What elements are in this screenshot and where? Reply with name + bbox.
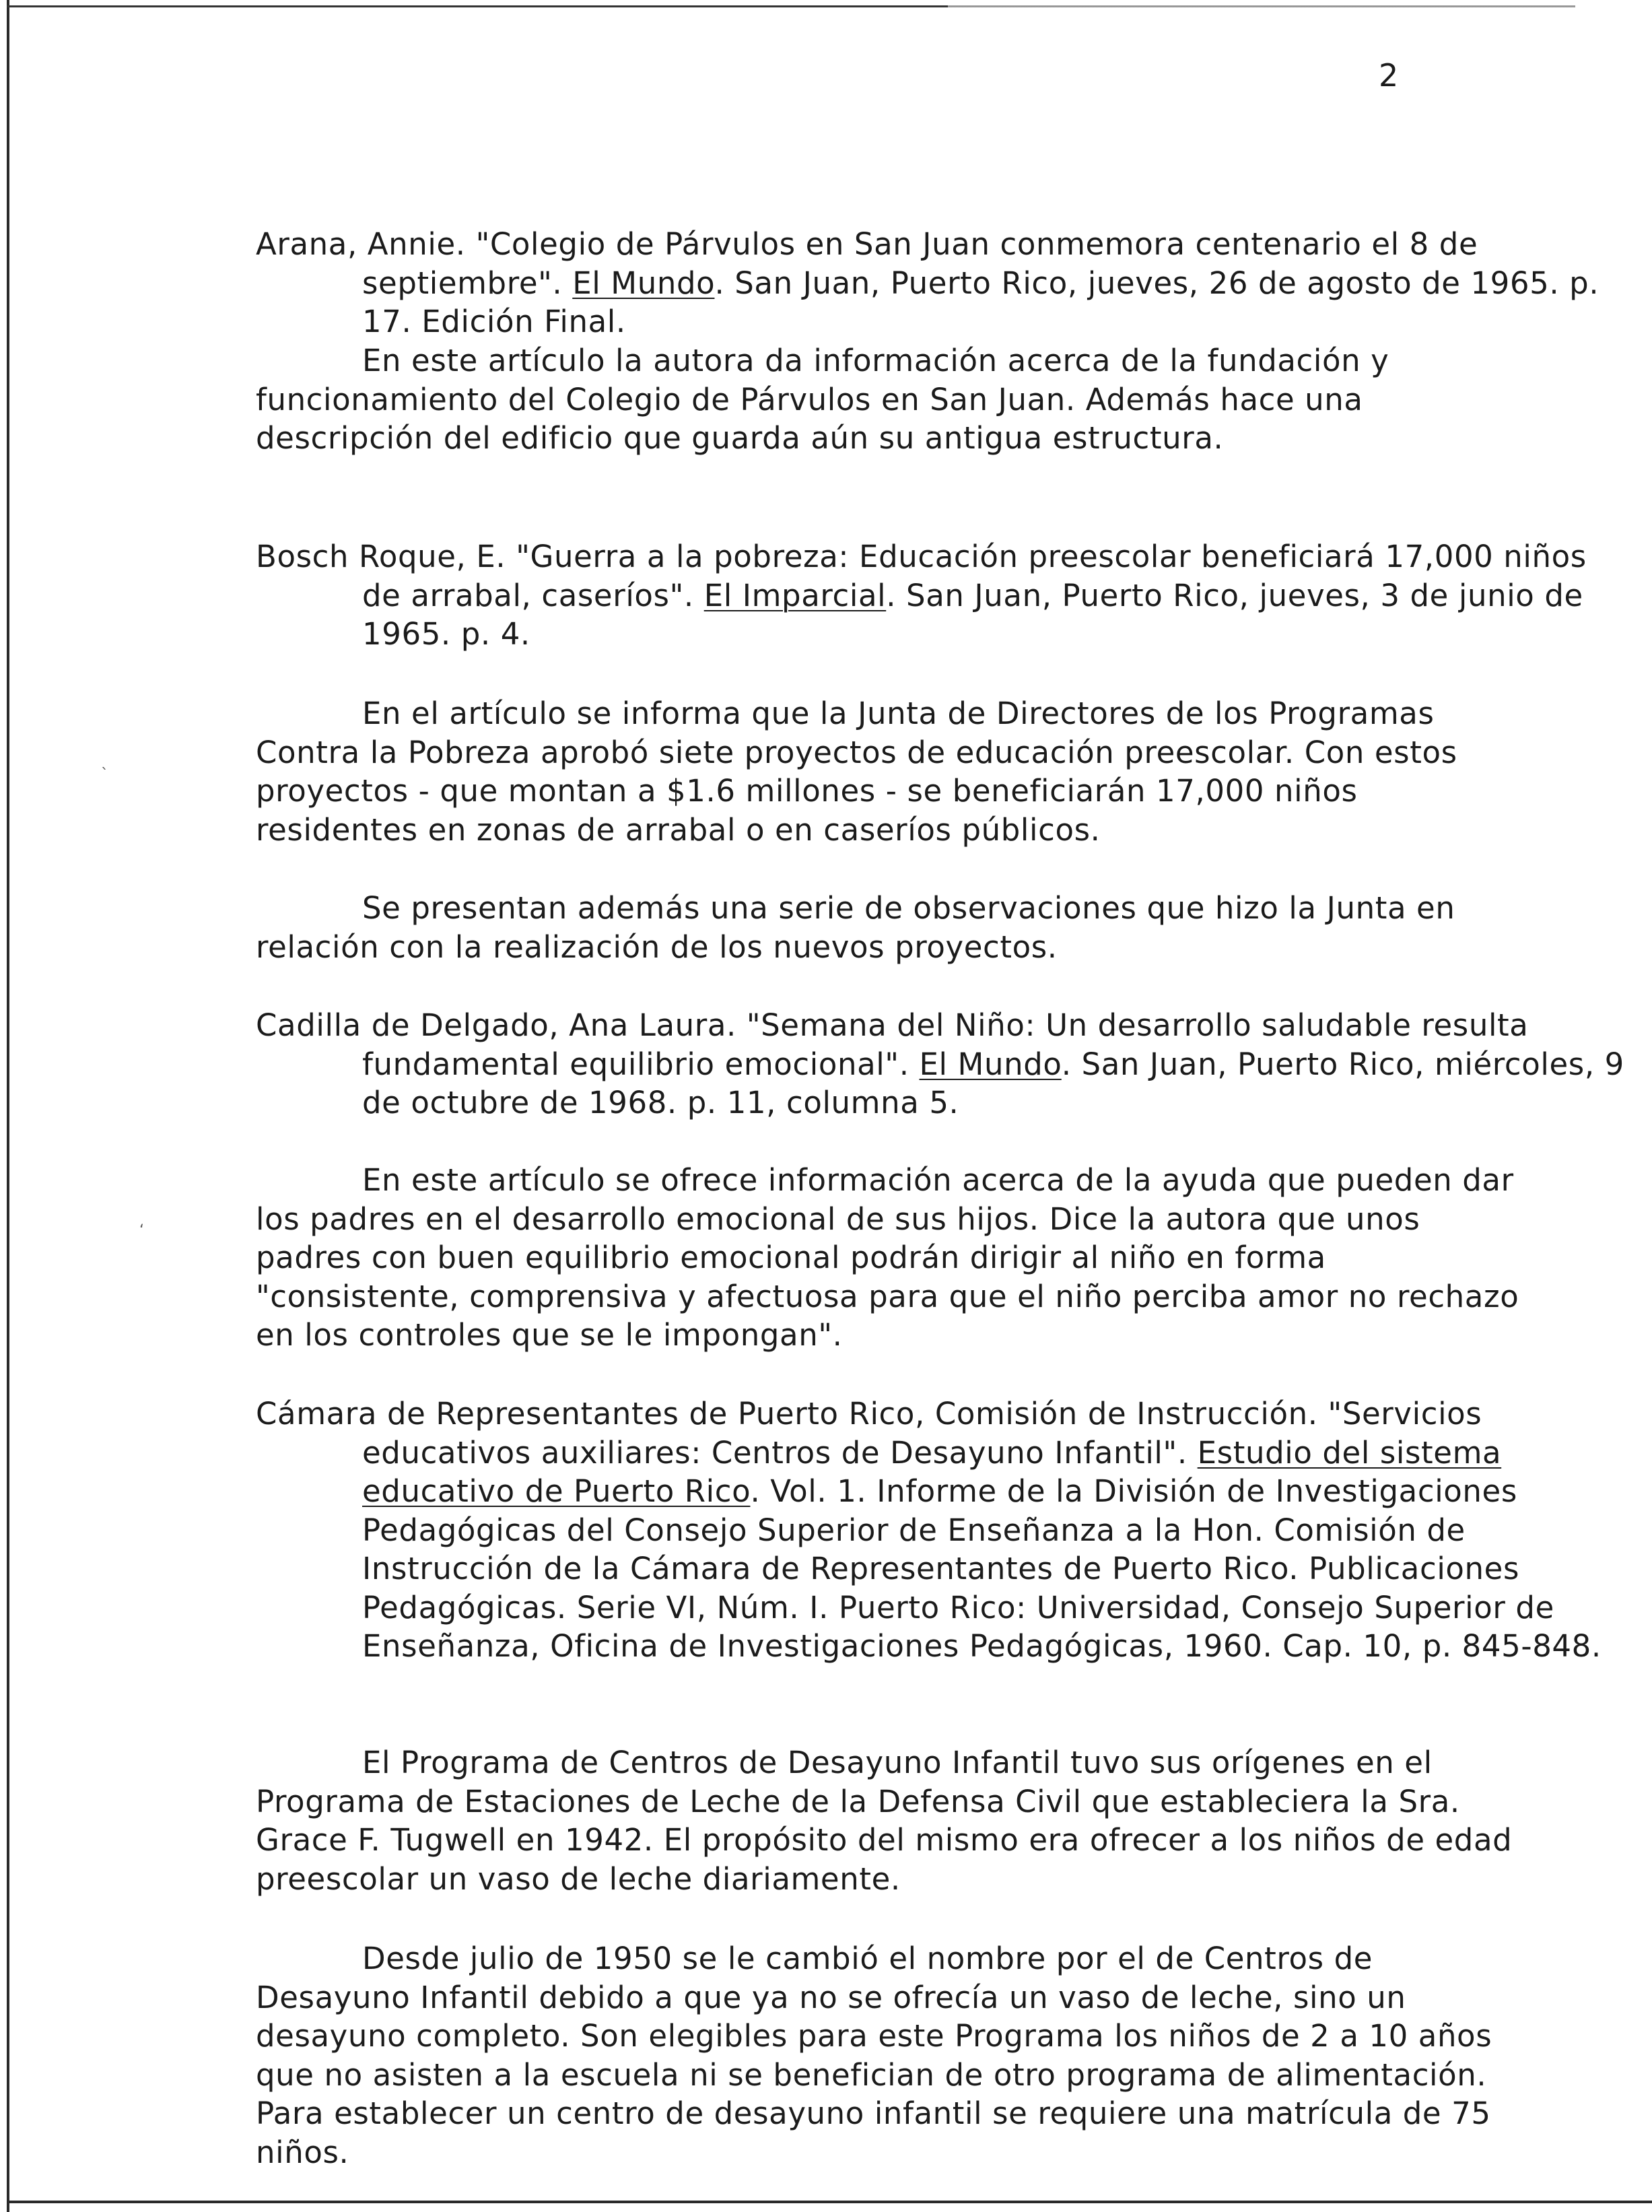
publication-title: El Mundo [919, 1046, 1062, 1082]
publication-title: El Mundo [572, 265, 715, 301]
publication-title: Estudio del sistema educativo de Puerto Rico [362, 1434, 1502, 1509]
summary-camara: El Programa de Centros de Desayuno Infantil tuvo sus orígenes en el Programa de Estaciones de Leche de la Defensa Civil que estableciera la Sra. Grace F. Tugwell en 1942. El propósito del mismo era ofrecer a los niños de edad preescolar un vaso de leche diariamente. [256, 1745, 1513, 1897]
citation-bosch-roque: Bosch Roque, E. "Guerra a la pobreza: Educación preescolar beneficiará 17,000 niños de arrabal, caseríos". El Imparcial. San Juan, Puerto Rico, jueves, 3 de junio de 1965. p. 4. [256, 539, 1587, 652]
summary-bosch-roque-2: Se presentan además una serie de observaciones que hizo la Junta en relación con la realización de los nuevos proyectos. [256, 890, 1455, 965]
page-edge-top [7, 5, 1575, 7]
publication-title: El Imparcial [703, 577, 887, 613]
citation-arana: Arana, Annie. "Colegio de Párvulos en San Juan conmemora centenario el 8 de septiembre". El Mundo. San Juan, Puerto Rico, jueves, 26 de agosto de 1965. p. 17. Edición Final. [256, 226, 1599, 339]
summary-camara-2: Desde julio de 1950 se le cambió el nombre por el de Centros de Desayuno Infantil debido a que ya no se ofrecía un vaso de leche, sino un desayuno completo. Son elegibles para este Programa los niños de 2 a 10 años que no asisten a la escuela ni se benefician de otro programa de alimentación. Para establecer un centro de desayuno infantil se requiere una matrícula de 75 niños. [256, 1941, 1492, 2170]
citation-cadilla: Cadilla de Delgado, Ana Laura. "Semana del Niño: Un desarrollo saludable resulta fundamental equilibrio emocional". El Mundo. San Juan, Puerto Rico, miércoles, 9 de octubre de 1968. p. 11, columna 5. [256, 1007, 1624, 1120]
scan-speck: ‘ [139, 1222, 144, 1239]
page-number: 2 [1379, 57, 1399, 94]
scan-speck: ` [101, 766, 108, 783]
summary-cadilla: En este artículo se ofrece información acerca de la ayuda que pueden dar los padres en el desarrollo emocional de sus hijos. Dice la autora que unos padres con buen equilibrio emocional podrán dirigir al niño en forma "consistente, comprensiva y afectuosa para que el niño perciba amor no rechazo en los controles que se le impongan". [256, 1162, 1519, 1353]
citation-camara: Cámara de Representantes de Puerto Rico, Comisión de Instrucción. "Servicios educativos auxiliares: Centros de Desayuno Infantil". Estudio del sistema educativo de Puerto Rico. Vol. 1. Informe de la División de Investigaciones Pedagógicas del Consejo Superior de Enseñanza a la Hon. Comisión de Instrucción de la Cámara de Representantes de Puerto Rico. Publicaciones Pedagógicas. Serie VI, Núm. I. Puerto Rico: Universidad, Consejo Superior de Enseñanza, Oficina de Investigaciones Pedagógicas, 1960. Cap. 10, p. 845-848. [256, 1396, 1602, 1664]
summary-arana: En este artículo la autora da información acerca de la fundación y funcionamiento del Colegio de Párvulos en San Juan. Además hace una descripción del edificio que guarda aún su antigua estructura. [256, 343, 1389, 456]
page-edge-bottom [7, 2201, 1652, 2203]
page-edge-left [7, 0, 9, 2212]
summary-bosch-roque: En el artículo se informa que la Junta de Directores de los Programas Contra la Pobreza aprobó siete proyectos de educación preescolar. Con estos proyectos - que montan a $1.6 millones - se beneficiarán 17,000 niños residentes en zonas de arrabal o en caseríos públicos. [256, 696, 1457, 848]
